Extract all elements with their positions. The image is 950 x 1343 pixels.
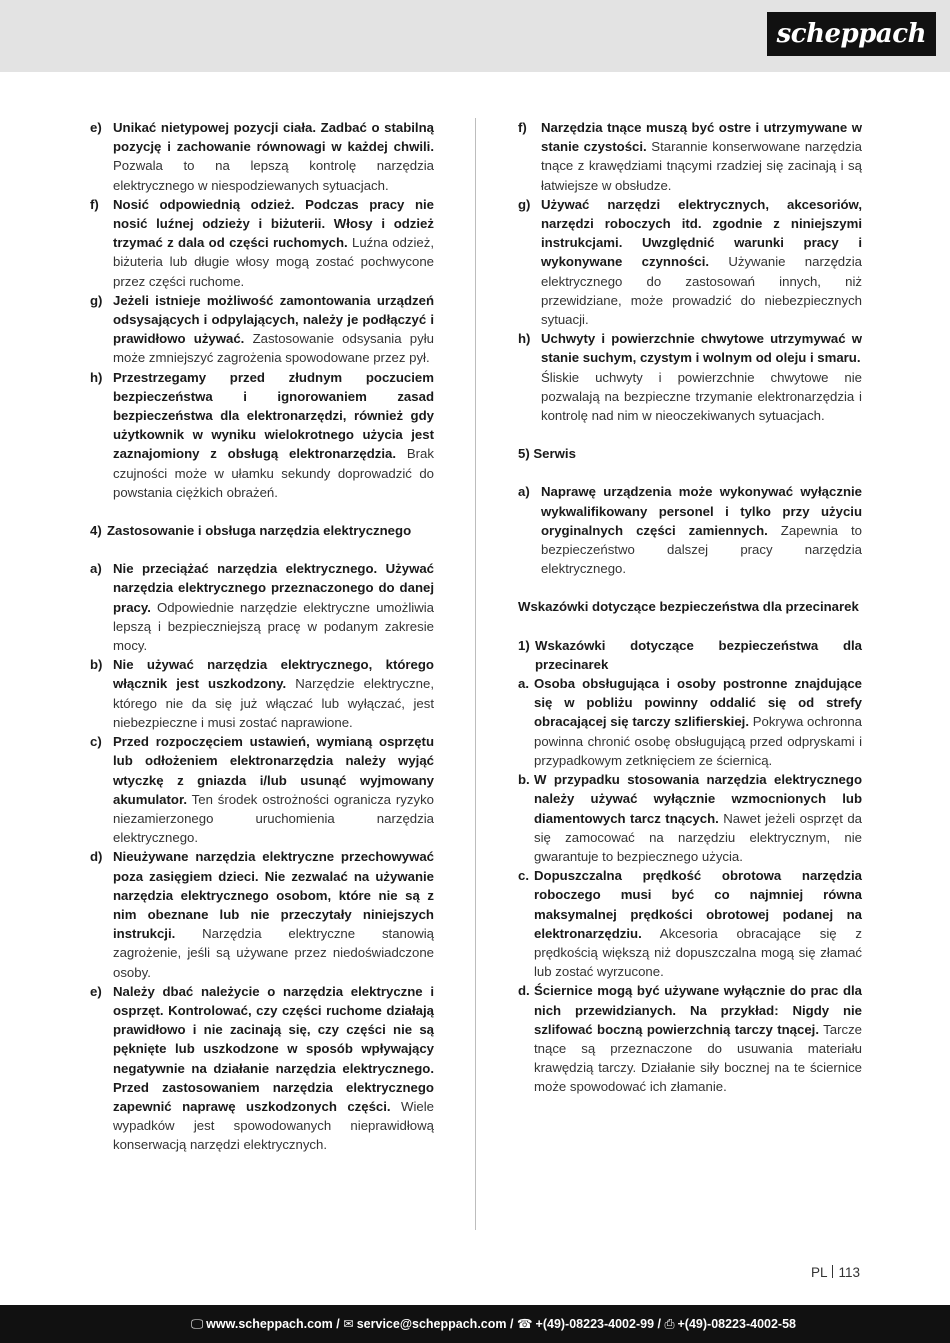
list-item: a) Naprawę urządzenia może wykonywać wyłącznie wykwalifikowany personel i tylko przy użyciu oryginalnych części zamiennych. Zapewnia to bezpieczeństwo dalszej pracy narzędzia elektrycznego. (518, 484, 862, 577)
footer-web: www.scheppach.com (206, 1317, 333, 1331)
right-column (518, 118, 862, 1097)
phone-icon: ☎ (516, 1317, 533, 1331)
column-divider (475, 118, 476, 1230)
section-heading-1: 1) Wskazówki dotyczące bezpieczeństwa dla przecinarek (518, 637, 862, 672)
footer-sep: / (509, 1317, 514, 1331)
footer-email: service@scheppach.com (356, 1317, 507, 1331)
computer-icon: 🖵 (191, 1317, 204, 1331)
list-item: b) Nie używać narzędzia elektrycznego, którego włącznik jest uszkodzony. Narzędzie elektryczne, którego nie da się już włączać lub wyłączać, jest niebezpieczne i musi zostać naprawione. (90, 657, 434, 730)
list-item: d) Nieużywane narzędzia elektryczne przechowywać poza zasięgiem dzieci. Nie zezwalać na używanie narzędzia elektrycznego osobom, które nie są z nim obeznane lub nie przeczytały niniejszych instrukcji. Narzędzia elektryczne stanowią zagrożenie, jeśli są używane przez niedoświadczone osoby. (90, 849, 434, 980)
list-item: a) Nie przeciążać narzędzia elektrycznego. Używać narzędzia elektrycznego przeznaczonego do danej pracy. Odpowiednie narzędzie elektryczne umożliwia lepszą i bezpieczniejszą pracę w podanym zakresie mocy. (90, 561, 434, 654)
list-item: a. Osoba obsługująca i osoby postronne znajdujące się w pobliżu powinny oddalić się od strefy obracającej się tarczy szlifierskiej. Pokrywa ochronna powinna chronić osobę obsługującą przed odpryskami i przypadkowym zetknięciem ze ściernicą. (518, 676, 862, 768)
page-header (0, 0, 950, 72)
list-item: b. W przypadku stosowania narzędzia elektrycznego należy używać wyłącznie wzmocnionych lub diamentowych tarcz tnących. Nawet jeżeli osprzęt da się zamocować na narzędziu elektrycznym, nie gwarantuje to bezpiecznego użycia. (518, 772, 862, 864)
list-item: g) Używać narzędzi elektrycznych, akcesoriów, narzędzi roboczych itd. zgodnie z niniejszymi instrukcjami. Uwzględnić warunki pracy i wykonywane czynności. Używanie narzędzia elektrycznego do zastosowań innych, niż przewidziane, może prowadzić do niebezpiecznych sytuacji. (518, 196, 862, 328)
left-column (90, 118, 434, 1155)
page-number (811, 1265, 860, 1280)
scheppach-logo: scheppach (767, 12, 936, 56)
section-heading-5: 5) Serwis (518, 446, 576, 462)
list-item: g) Jeżeli istnieje możliwość zamontowania urządzeń odsysających i odpylających, należy je podłączyć i prawidłowo używać. Zastosowanie odsysania pyłu może zmniejszyć zagrożenia spowodowane przez pył. (90, 292, 434, 366)
list-item: f) Nosić odpowiednią odzież. Podczas pracy nie nosić luźnej odzieży i biżuterii. Włosy i odzież trzymać z dala od części ruchomych. Luźna odzież, biżuteria lub długie włosy mogą zostać pochwycone przez części ruchome. (90, 196, 434, 289)
list-item: e) Należy dbać należycie o narzędzia elektryczne i osprzęt. Kontrolować, czy części ruchome działają prawidłowo i nie zacinają się, czy części nie są pęknięte lub uszkodzone w sposób wpływający negatywnie na działanie narzędzia elektrycznego. Przed zastosowaniem narzędzia elektrycznego zapewnić naprawę uszkodzonych części. Wiele wypadków jest spowodowanych nieprawidłową konserwacją narzędzi elektrycznych. (90, 983, 434, 1153)
list-item: h) Uchwyty i powierzchnie chwytowe utrzymywać w stanie suchym, czystym i wolnym od oleju i smaru. Śliskie uchwyty i powierzchnie chwytowe nie pozwalają na bezpieczne trzymanie elektronarzędzia i kontrolę nad nim w nieoczekiwanych sytuacjach. (518, 331, 862, 424)
list-item: c. Dopuszczalna prędkość obrotowa narzędzia roboczego musi być co najmniej równa maksymalnej prędkości obrotowej podanej na elektronarzędziu. Akcesoria obracające się z prędkością większą niż dopuszczalna mogą się złamać lub zostać wyrzucone. (518, 868, 862, 980)
list-item: e) Unikać nietypowej pozycji ciała. Zadbać o stabilną pozycję i zachowanie równowagi w każdej chwili. Pozwala to na lepszą kontrolę narzędzia elektrycznego w niespodziewanych sytuacjach. (90, 120, 434, 193)
page-number-separator (832, 1265, 833, 1278)
page-number-value: 113 (838, 1265, 860, 1280)
list-item: h) Przestrzegamy przed złudnym poczuciem bezpieczeństwa i ignorowaniem zasad bezpieczeństwa dla elektronarzędzi, również gdy użytkownik w wyniku wielokrotnego użycia jest zaznajomiony z obsługą elektronarzędzia. Brak czujności może w ułamku sekundy doprowadzić do powstania ciężkich obrażeń. (90, 369, 434, 500)
page-footer (0, 1305, 950, 1343)
footer-phone: +(49)-08223-4002-99 (535, 1317, 655, 1331)
list-item: f) Narzędzia tnące muszą być ostre i utrzymywane w stanie czystości. Starannie konserwowane narzędzia tnące z krawędziami tnącymi rzadziej się zacinają i są łatwiejsze w obsłudze. (518, 120, 862, 193)
mail-icon: ✉ (343, 1317, 354, 1331)
fax-icon: ⎙ (664, 1317, 675, 1331)
page-lang: PL (810, 1265, 828, 1280)
list-item: c) Przed rozpoczęciem ustawień, wymianą osprzętu lub odłożeniem elektronarzędzia należy wyjąć wtyczkę z gniazda i/lub usunąć wyjmowany akumulator. Ten środek ostrożności ogranicza ryzyko niezamierzonego uruchomienia narzędzia elektrycznego. (90, 734, 434, 846)
footer-sep: / (336, 1317, 340, 1331)
footer-fax: +(49)-08223-4002-58 (677, 1317, 796, 1331)
section-heading-4: 4) Zastosowanie i obsługa narzędzia elektrycznego (90, 523, 412, 539)
footer-sep: / (657, 1317, 661, 1331)
section-heading-cutters: Wskazówki dotyczące bezpieczeństwa dla przecinarek (518, 599, 859, 615)
list-item: d. Ściernice mogą być używane wyłącznie do prac dla nich przewidzianych. Na przykład: Nigdy nie szlifować boczną powierzchnią tarczy tnącej. Tarcze tnące są przeznaczone do usuwania materiału krawędzią tarczy. Działanie siły bocznej na te ściernice może spowodować ich złamanie. (518, 983, 862, 1095)
